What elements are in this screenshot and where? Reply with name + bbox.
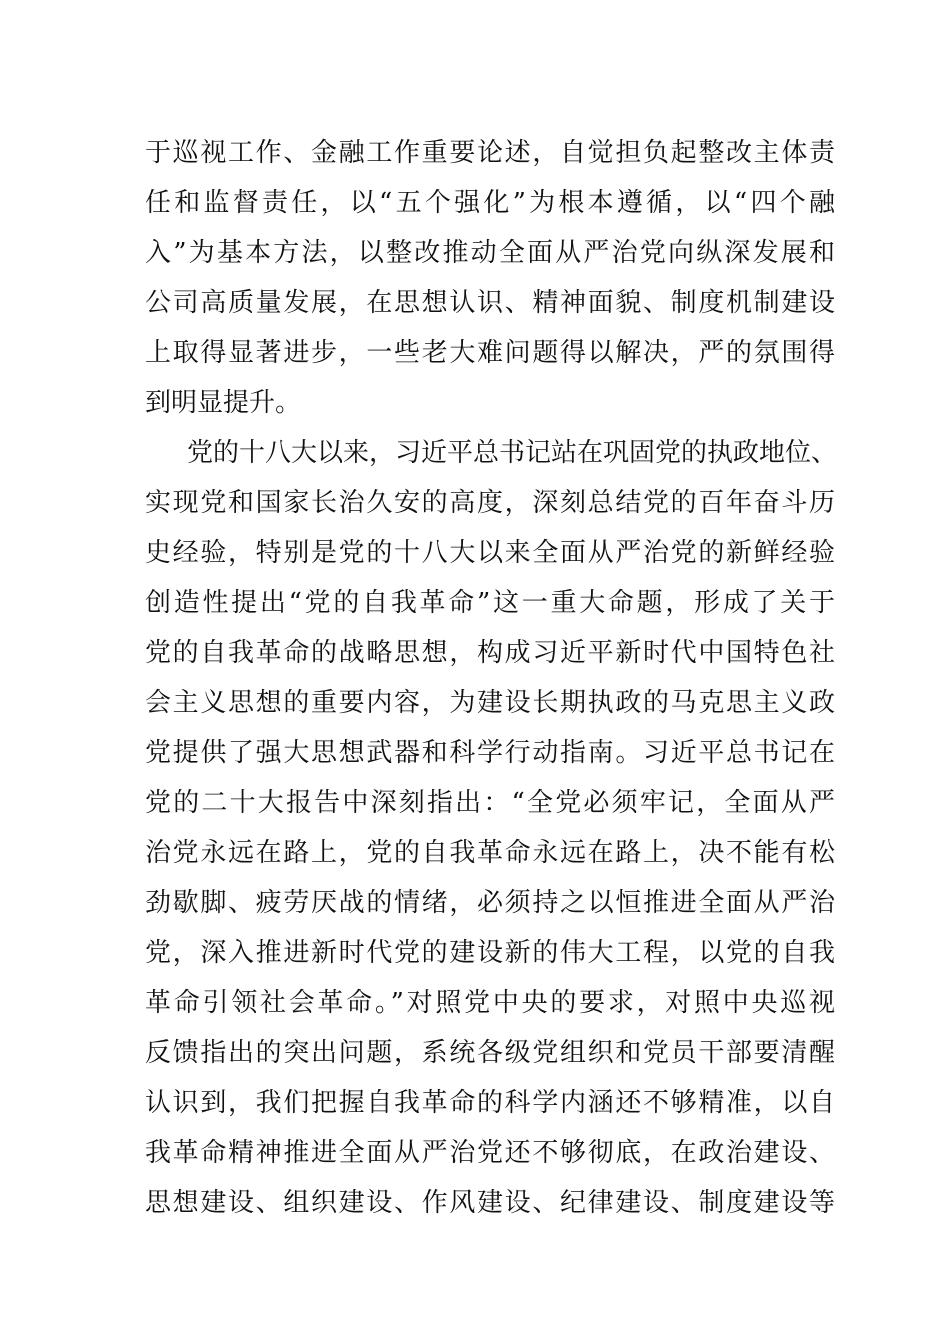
paragraph-line: 党的十八大以来，习近平总书记站在巩固党的执政地位、 bbox=[187, 438, 838, 468]
paragraph-line: 会主义思想的重要内容，为建设长期执政的马克思主义政 bbox=[145, 688, 835, 718]
paragraph-2 bbox=[145, 428, 838, 1228]
paragraph-line: 治党永远在路上，党的自我革命永远在路上，决不能有松 bbox=[145, 838, 835, 868]
paragraph-1 bbox=[145, 128, 835, 428]
paragraph-line: 到明显提升。 bbox=[145, 388, 302, 418]
paragraph-line: 入”为基本方法，以整改推动全面从严治党向纵深发展和 bbox=[145, 238, 835, 268]
document-body bbox=[145, 128, 838, 1228]
paragraph-line: 创造性提出“党的自我革命”这一重大命题，形成了关于 bbox=[145, 588, 835, 618]
paragraph-line: 上取得显著进步，一些老大难问题得以解决，严的氛围得 bbox=[145, 338, 835, 368]
paragraph-line: 实现党和国家长治久安的高度，深刻总结党的百年奋斗历 bbox=[145, 488, 835, 518]
paragraph-line: 认识到，我们把握自我革命的科学内涵还不够精准，以自 bbox=[145, 1088, 835, 1118]
paragraph-line: 公司高质量发展，在思想认识、精神面貌、制度机制建设 bbox=[145, 288, 835, 318]
paragraph-line: 史经验，特别是党的十八大以来全面从严治党的新鲜经验 bbox=[145, 538, 835, 568]
paragraph-line: 党的自我革命的战略思想，构成习近平新时代中国特色社 bbox=[145, 638, 835, 668]
paragraph-line: 革命引领社会革命。”对照党中央的要求，对照中央巡视 bbox=[145, 988, 835, 1018]
paragraph-line: 任和监督责任，以“五个强化”为根本遵循，以“四个融 bbox=[145, 188, 835, 218]
paragraph-line: 我革命精神推进全面从严治党还不够彻底，在政治建设、 bbox=[145, 1138, 835, 1168]
paragraph-line: 党的二十大报告中深刻指出：“全党必须牢记，全面从严 bbox=[145, 788, 835, 818]
paragraph-line: 反馈指出的突出问题，系统各级党组织和党员干部要清醒 bbox=[145, 1038, 835, 1068]
paragraph-line: 于巡视工作、金融工作重要论述，自觉担负起整改主体责 bbox=[145, 138, 835, 168]
paragraph-line: 思想建设、组织建设、作风建设、纪律建设、制度建设等 bbox=[145, 1188, 835, 1218]
paragraph-line: 党，深入推进新时代党的建设新的伟大工程，以党的自我 bbox=[145, 938, 835, 968]
paragraph-line: 劲歇脚、疲劳厌战的情绪，必须持之以恒推进全面从严治 bbox=[145, 888, 835, 918]
paragraph-line: 党提供了强大思想武器和科学行动指南。习近平总书记在 bbox=[145, 738, 835, 768]
